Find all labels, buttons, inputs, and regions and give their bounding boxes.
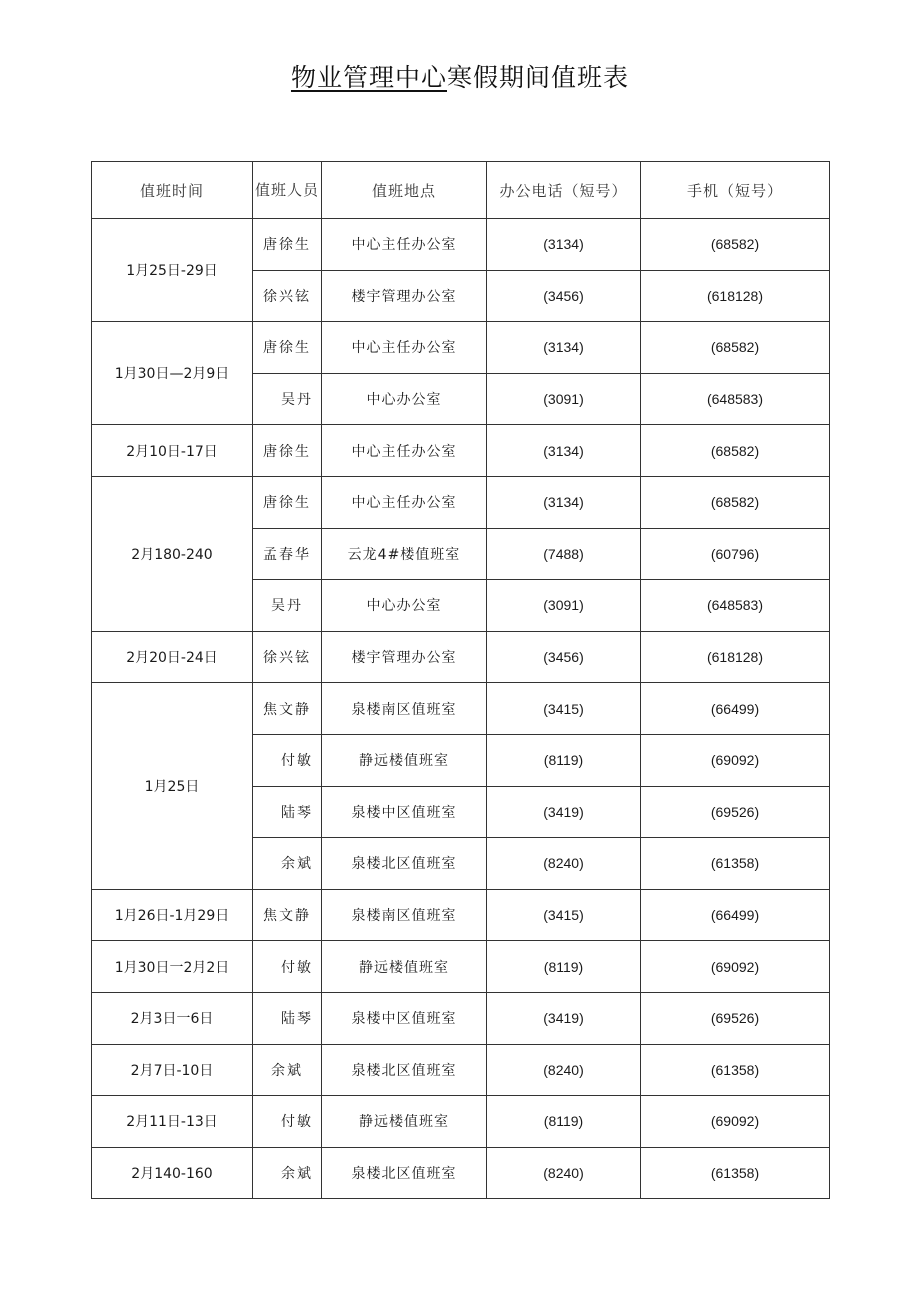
office-phone-cell: (3134) xyxy=(487,219,641,271)
duty-location-cell: 中心主任办公室 xyxy=(322,425,487,477)
duty-location-cell: 楼宇管理办公室 xyxy=(322,270,487,322)
office-phone-cell: (8119) xyxy=(487,1096,641,1148)
title-underlined-part: 物业管理中心 xyxy=(290,63,447,92)
office-phone-cell: (8119) xyxy=(487,941,641,993)
mobile-cell: (618128) xyxy=(641,270,830,322)
duty-person-cell: 唐徐生 xyxy=(253,425,322,477)
table-row xyxy=(92,631,830,683)
table-row xyxy=(92,1044,830,1096)
table-row xyxy=(92,941,830,993)
duty-person-cell: 余斌 xyxy=(253,838,322,890)
duty-period-cell: 2月140-160 xyxy=(92,1147,253,1199)
duty-location-cell: 静远楼值班室 xyxy=(322,1096,487,1148)
duty-period-cell: 2月180-240 xyxy=(92,476,253,631)
duty-table-body xyxy=(92,219,830,1199)
duty-location-cell: 中心主任办公室 xyxy=(322,322,487,374)
table-row xyxy=(92,1096,830,1148)
mobile-cell: (61358) xyxy=(641,838,830,890)
duty-person-cell: 唐徐生 xyxy=(253,219,322,271)
duty-person-cell: 唐徐生 xyxy=(253,476,322,528)
duty-period-cell: 2月11日-13日 xyxy=(92,1096,253,1148)
office-phone-cell: (3134) xyxy=(487,476,641,528)
table-row xyxy=(92,476,830,528)
duty-table xyxy=(91,161,830,1199)
duty-person-cell: 付敏 xyxy=(253,941,322,993)
duty-person-cell: 唐徐生 xyxy=(253,322,322,374)
duty-location-cell: 泉楼南区值班室 xyxy=(322,889,487,941)
duty-period-cell: 1月25日 xyxy=(92,683,253,889)
title-rest: 寒假期间值班表 xyxy=(447,63,630,92)
office-phone-cell: (8240) xyxy=(487,1044,641,1096)
duty-person-cell: 孟春华 xyxy=(253,528,322,580)
duty-location-cell: 泉楼南区值班室 xyxy=(322,683,487,735)
mobile-cell: (69526) xyxy=(641,992,830,1044)
mobile-cell: (69526) xyxy=(641,786,830,838)
office-phone-cell: (3134) xyxy=(487,322,641,374)
mobile-cell: (68582) xyxy=(641,476,830,528)
mobile-cell: (66499) xyxy=(641,683,830,735)
mobile-cell: (648583) xyxy=(641,580,830,632)
duty-person-cell: 陆琴 xyxy=(253,786,322,838)
duty-location-cell: 静远楼值班室 xyxy=(322,734,487,786)
table-row xyxy=(92,889,830,941)
office-phone-cell: (3091) xyxy=(487,373,641,425)
office-phone-cell: (8240) xyxy=(487,1147,641,1199)
duty-location-cell: 云龙4#楼值班室 xyxy=(322,528,487,580)
duty-period-cell: 1月30日一2月2日 xyxy=(92,941,253,993)
header-row xyxy=(92,162,830,219)
duty-period-cell: 2月20日-24日 xyxy=(92,631,253,683)
duty-person-cell: 徐兴铉 xyxy=(253,270,322,322)
duty-location-cell: 中心办公室 xyxy=(322,373,487,425)
office-phone-cell: (3091) xyxy=(487,580,641,632)
table-row xyxy=(92,683,830,735)
duty-person-cell: 付敏 xyxy=(253,1096,322,1148)
mobile-cell: (618128) xyxy=(641,631,830,683)
office-phone-cell: (3415) xyxy=(487,683,641,735)
mobile-cell: (69092) xyxy=(641,941,830,993)
duty-location-cell: 楼宇管理办公室 xyxy=(322,631,487,683)
office-phone-cell: (8240) xyxy=(487,838,641,890)
duty-person-cell: 焦文静 xyxy=(253,889,322,941)
header-time: 值班时间 xyxy=(92,162,253,219)
duty-period-cell: 1月26日-1月29日 xyxy=(92,889,253,941)
duty-location-cell: 中心主任办公室 xyxy=(322,219,487,271)
duty-location-cell: 中心主任办公室 xyxy=(322,476,487,528)
duty-location-cell: 泉楼中区值班室 xyxy=(322,786,487,838)
table-row xyxy=(92,992,830,1044)
page-title xyxy=(0,58,920,94)
mobile-cell: (66499) xyxy=(641,889,830,941)
duty-period-cell: 1月30日—2月9日 xyxy=(92,322,253,425)
duty-person-cell: 余斌 xyxy=(253,1147,322,1199)
duty-period-cell: 2月3日一6日 xyxy=(92,992,253,1044)
table-row xyxy=(92,322,830,374)
mobile-cell: (68582) xyxy=(641,425,830,477)
duty-person-cell: 余斌 xyxy=(253,1044,322,1096)
duty-location-cell: 静远楼值班室 xyxy=(322,941,487,993)
office-phone-cell: (3419) xyxy=(487,992,641,1044)
office-phone-cell: (8119) xyxy=(487,734,641,786)
duty-period-cell: 2月7日-10日 xyxy=(92,1044,253,1096)
duty-location-cell: 泉楼北区值班室 xyxy=(322,1147,487,1199)
mobile-cell: (69092) xyxy=(641,1096,830,1148)
mobile-cell: (60796) xyxy=(641,528,830,580)
header-mobile: 手机（短号） xyxy=(641,162,830,219)
office-phone-cell: (7488) xyxy=(487,528,641,580)
duty-person-cell: 吴丹 xyxy=(253,580,322,632)
mobile-cell: (648583) xyxy=(641,373,830,425)
duty-person-cell: 吴丹 xyxy=(253,373,322,425)
header-location: 值班地点 xyxy=(322,162,487,219)
duty-location-cell: 泉楼北区值班室 xyxy=(322,838,487,890)
mobile-cell: (68582) xyxy=(641,219,830,271)
mobile-cell: (61358) xyxy=(641,1044,830,1096)
mobile-cell: (69092) xyxy=(641,734,830,786)
header-staff: 值班人员 xyxy=(253,162,322,219)
table-row xyxy=(92,425,830,477)
table-row xyxy=(92,1147,830,1199)
duty-location-cell: 泉楼北区值班室 xyxy=(322,1044,487,1096)
duty-period-cell: 1月25日-29日 xyxy=(92,219,253,322)
office-phone-cell: (3419) xyxy=(487,786,641,838)
duty-location-cell: 中心办公室 xyxy=(322,580,487,632)
duty-person-cell: 焦文静 xyxy=(253,683,322,735)
duty-location-cell: 泉楼中区值班室 xyxy=(322,992,487,1044)
office-phone-cell: (3415) xyxy=(487,889,641,941)
header-office-phone: 办公电话（短号） xyxy=(487,162,641,219)
office-phone-cell: (3456) xyxy=(487,270,641,322)
duty-person-cell: 付敏 xyxy=(253,734,322,786)
table-row xyxy=(92,219,830,271)
mobile-cell: (68582) xyxy=(641,322,830,374)
office-phone-cell: (3456) xyxy=(487,631,641,683)
duty-person-cell: 徐兴铉 xyxy=(253,631,322,683)
office-phone-cell: (3134) xyxy=(487,425,641,477)
mobile-cell: (61358) xyxy=(641,1147,830,1199)
duty-period-cell: 2月10日-17日 xyxy=(92,425,253,477)
duty-person-cell: 陆琴 xyxy=(253,992,322,1044)
